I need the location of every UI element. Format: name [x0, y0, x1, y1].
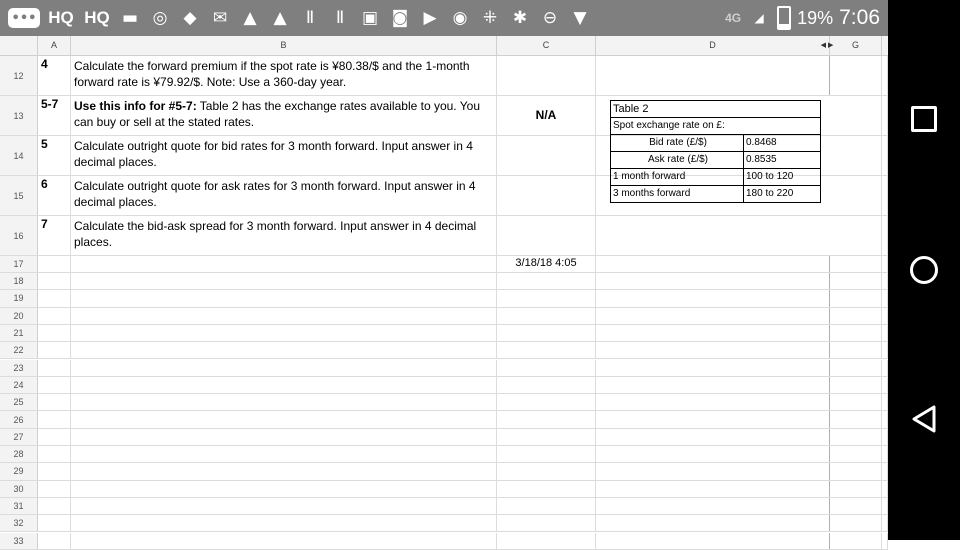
row-number[interactable]: 21 [0, 325, 38, 341]
back-triangle-icon [911, 404, 937, 434]
cell[interactable] [596, 377, 830, 393]
cell[interactable] [882, 446, 888, 462]
cell-g17[interactable] [830, 256, 882, 272]
table-row [0, 360, 888, 377]
cell[interactable] [882, 308, 888, 324]
cell[interactable] [497, 463, 596, 479]
cell[interactable] [882, 325, 888, 341]
cell[interactable] [830, 273, 882, 289]
cell[interactable] [497, 325, 596, 341]
cell[interactable] [882, 533, 888, 549]
cell[interactable] [38, 429, 71, 445]
square-icon [911, 106, 937, 132]
row-number[interactable]: 26 [0, 411, 38, 427]
game-icon: ◆ [183, 8, 197, 28]
table-row [0, 533, 888, 550]
question-text: Calculate outright quote for ask rates for 3 month forward. Input answer in 4 decimal places. [74, 179, 476, 209]
table-row [0, 394, 888, 411]
row-number[interactable]: 14 [0, 136, 38, 175]
row-number[interactable]: 22 [0, 342, 38, 358]
cell[interactable] [38, 533, 71, 549]
cell[interactable] [596, 498, 830, 514]
question-number: 4 [41, 57, 48, 71]
cell[interactable] [71, 360, 497, 376]
cell[interactable] [882, 394, 888, 410]
recent-apps-button[interactable] [888, 99, 960, 139]
cell[interactable] [71, 498, 497, 514]
cell-g14[interactable] [830, 136, 882, 175]
vpn-icon: ◉ [452, 8, 468, 28]
battery-icon [777, 6, 791, 30]
tower-icon-2: Ⅱ [335, 8, 345, 28]
question-number: 6 [41, 177, 48, 191]
cell[interactable] [71, 377, 497, 393]
row-number[interactable]: 19 [0, 290, 38, 306]
cell[interactable] [830, 446, 882, 462]
cell[interactable] [882, 481, 888, 497]
cell-a15[interactable] [38, 176, 71, 215]
column-header-b[interactable]: B [71, 36, 497, 55]
cell[interactable] [596, 533, 830, 549]
row-number[interactable]: 18 [0, 273, 38, 289]
cell-a17[interactable] [38, 256, 71, 272]
table-row [0, 308, 888, 325]
row-number[interactable]: 17 [0, 256, 38, 272]
one-month-label: 1 month forward [611, 169, 744, 185]
cell[interactable] [71, 273, 497, 289]
cell[interactable] [596, 446, 830, 462]
play-icon: ▶ [423, 8, 437, 28]
corner-cell[interactable] [0, 36, 38, 55]
cell-a14[interactable] [38, 136, 71, 175]
cell-b17[interactable] [71, 256, 497, 272]
question-number: 5-7 [41, 97, 59, 111]
cell[interactable] [596, 515, 830, 531]
hq-app-icon: HQ [48, 8, 74, 27]
bold-instruction: Use this info for #5-7: [74, 99, 197, 113]
cell[interactable] [596, 481, 830, 497]
table-title: Table 2 [613, 103, 649, 115]
row-number[interactable]: 15 [0, 176, 38, 215]
cell[interactable] [497, 533, 596, 549]
table-row [0, 446, 888, 463]
cell[interactable] [596, 308, 830, 324]
row-number[interactable]: 30 [0, 481, 38, 497]
table-row [0, 273, 888, 290]
cell[interactable] [38, 360, 71, 376]
cell[interactable] [71, 411, 497, 427]
bid-rate-label: Bid rate (£/$) [611, 135, 744, 151]
status-bar [0, 0, 888, 36]
dots-grid-icon: ⁜ [482, 8, 498, 28]
row-number[interactable]: 13 [0, 96, 38, 135]
question-number: 7 [41, 217, 48, 231]
cell[interactable] [71, 342, 497, 358]
cell[interactable] [596, 463, 830, 479]
cell-a16[interactable] [38, 216, 71, 255]
row-number[interactable]: 29 [0, 463, 38, 479]
cell[interactable] [71, 533, 497, 549]
cell[interactable] [882, 515, 888, 531]
messages-icon: ••• [8, 8, 40, 28]
cell[interactable] [830, 411, 882, 427]
cell[interactable] [830, 394, 882, 410]
cell[interactable] [882, 463, 888, 479]
table-row [0, 56, 888, 96]
question-number: 5 [41, 137, 48, 151]
instruction-text: Table 2 has the exchange rates available to you. You can buy or sell at the stated rates. [74, 99, 481, 129]
table-row [0, 290, 888, 307]
hidden-columns-arrows[interactable]: ◀ ▶ [820, 42, 834, 49]
cell[interactable] [882, 360, 888, 376]
bell-icon-2: ▲ [273, 8, 287, 28]
cell[interactable] [596, 342, 830, 358]
cell[interactable] [830, 308, 882, 324]
cell[interactable] [497, 290, 596, 306]
cell[interactable] [830, 325, 882, 341]
table-row [0, 377, 888, 394]
home-button[interactable] [888, 250, 960, 290]
cell[interactable] [38, 463, 71, 479]
cell-c15[interactable] [497, 176, 596, 215]
cell[interactable] [38, 481, 71, 497]
cell[interactable] [882, 411, 888, 427]
table-row [0, 216, 888, 256]
cell[interactable] [830, 360, 882, 376]
cell[interactable] [497, 273, 596, 289]
ask-rate-label: Ask rate (£/$) [611, 152, 744, 168]
cell[interactable] [38, 325, 71, 341]
table-row [0, 463, 888, 480]
navigation-bar [888, 0, 960, 540]
circle-icon [910, 256, 938, 284]
cell-a12[interactable] [38, 56, 71, 95]
table-row [0, 481, 888, 498]
bid-rate-value: 0.8468 [746, 137, 777, 148]
cell-h14[interactable] [882, 136, 888, 175]
cell[interactable] [882, 273, 888, 289]
cell[interactable] [71, 290, 497, 306]
cell[interactable] [497, 498, 596, 514]
cell[interactable] [830, 533, 882, 549]
cell[interactable] [71, 429, 497, 445]
cell-c17[interactable] [497, 256, 596, 272]
cell[interactable] [882, 377, 888, 393]
cell-c16[interactable] [497, 216, 596, 255]
cell[interactable] [830, 290, 882, 306]
cell-d12[interactable] [596, 56, 830, 95]
cell[interactable] [71, 308, 497, 324]
chat-icon: ▬ [121, 8, 139, 28]
cell-a13[interactable] [38, 96, 71, 135]
cell-d16[interactable] [596, 216, 830, 255]
ask-rate-value: 0.8535 [746, 154, 777, 165]
cell[interactable] [497, 411, 596, 427]
table-row [0, 411, 888, 428]
cell-d17[interactable] [596, 256, 830, 272]
media-icon: ◎ [152, 8, 168, 28]
cell[interactable] [882, 290, 888, 306]
cell[interactable] [38, 394, 71, 410]
row-number[interactable]: 24 [0, 377, 38, 393]
column-header-row [0, 36, 888, 56]
question-text [71, 96, 496, 132]
cell[interactable] [596, 360, 830, 376]
clock: 7:06 [839, 6, 880, 29]
cell[interactable] [38, 342, 71, 358]
cell[interactable] [71, 463, 497, 479]
question-text: Calculate the forward premium if the spot rate is ¥80.38/$ and the 1-month forward rate is ¥79.92/$. Note: Use a 360-day year. [74, 59, 470, 89]
question-text: Calculate outright quote for bid rates for 3 month forward. Input answer in 4 decimal places. [74, 139, 473, 169]
cell-h15[interactable] [882, 176, 888, 215]
cell[interactable] [71, 325, 497, 341]
table-row [0, 342, 888, 359]
do-not-disturb-icon: ⊖ [542, 8, 558, 28]
cell[interactable] [830, 342, 882, 358]
row-number[interactable]: 20 [0, 308, 38, 324]
signal-icon: ◢ [754, 11, 764, 25]
cell-c12[interactable] [497, 56, 596, 95]
bluetooth-icon: ✱ [512, 8, 528, 28]
cell-c13[interactable] [497, 96, 596, 135]
spreadsheet[interactable] [0, 36, 888, 546]
cell[interactable] [497, 515, 596, 531]
cell[interactable] [882, 498, 888, 514]
cell[interactable] [497, 377, 596, 393]
cell[interactable] [830, 463, 882, 479]
row-number[interactable]: 12 [0, 56, 38, 95]
cell[interactable] [882, 342, 888, 358]
row-number[interactable]: 28 [0, 446, 38, 462]
row-number[interactable]: 32 [0, 515, 38, 531]
cell[interactable] [71, 481, 497, 497]
wifi-icon: ▼ [573, 8, 587, 28]
row-number[interactable]: 31 [0, 498, 38, 514]
cell[interactable] [497, 394, 596, 410]
cell[interactable] [71, 515, 497, 531]
cell-g16[interactable] [830, 216, 882, 255]
cell[interactable] [596, 325, 830, 341]
cell[interactable] [38, 411, 71, 427]
cell[interactable] [497, 446, 596, 462]
cell[interactable] [71, 446, 497, 462]
cell[interactable] [38, 446, 71, 462]
cell[interactable] [596, 290, 830, 306]
back-button[interactable] [888, 399, 960, 439]
cell-b13[interactable] [71, 96, 497, 135]
cell[interactable] [596, 273, 830, 289]
table-row [0, 325, 888, 342]
tower-icon: Ⅱ [305, 8, 315, 28]
notification-icons [8, 0, 592, 36]
cell[interactable] [596, 429, 830, 445]
cell-c14[interactable] [497, 136, 596, 175]
bell-icon: ▲ [243, 8, 257, 28]
row-number[interactable]: 16 [0, 216, 38, 255]
three-month-label: 3 months forward [611, 186, 744, 202]
cell-g12[interactable] [830, 56, 882, 95]
cell-h16[interactable] [882, 216, 888, 255]
cell[interactable] [882, 429, 888, 445]
row-number[interactable]: 33 [0, 533, 38, 549]
cell-b14[interactable] [71, 136, 497, 175]
network-type: 4G [725, 11, 742, 25]
gmail-icon: ✉ [212, 8, 228, 28]
cell[interactable] [830, 377, 882, 393]
instagram-icon: ◙ [391, 8, 409, 28]
cell[interactable] [38, 498, 71, 514]
table-row [0, 256, 888, 273]
cell-h17[interactable] [882, 256, 888, 272]
cell[interactable] [596, 394, 830, 410]
cell[interactable] [497, 481, 596, 497]
cell[interactable] [38, 515, 71, 531]
table-subtitle: Spot exchange rate on £: [613, 120, 725, 131]
answer-value: N/A [535, 108, 557, 122]
cell-g13[interactable] [830, 96, 882, 135]
table-row [0, 515, 888, 532]
row-number[interactable]: 23 [0, 360, 38, 376]
cell[interactable] [830, 498, 882, 514]
cell[interactable] [38, 308, 71, 324]
image-icon: ▣ [361, 8, 379, 28]
status-right [725, 0, 880, 36]
question-text: Calculate the bid-ask spread for 3 month forward. Input answer in 4 decimal places. [74, 219, 477, 249]
cell[interactable] [596, 411, 830, 427]
cell[interactable] [830, 481, 882, 497]
column-header-a[interactable]: A [38, 36, 71, 55]
cell-g15[interactable] [830, 176, 882, 215]
cell-b12[interactable] [71, 56, 497, 95]
table-row [0, 498, 888, 515]
one-month-value: 100 to 120 [746, 171, 794, 182]
cell[interactable] [497, 342, 596, 358]
column-header-c[interactable]: C [497, 36, 596, 55]
hq-app-icon-2: HQ [84, 8, 110, 27]
cell[interactable] [830, 515, 882, 531]
cell-b15[interactable] [71, 176, 497, 215]
cell-h13[interactable] [882, 96, 888, 135]
row-number[interactable]: 27 [0, 429, 38, 445]
cell-h12[interactable] [882, 56, 888, 95]
cell[interactable] [38, 290, 71, 306]
cell[interactable] [830, 429, 882, 445]
row-number[interactable]: 25 [0, 394, 38, 410]
cell[interactable] [497, 429, 596, 445]
three-month-value: 180 to 220 [746, 188, 794, 199]
column-header-d[interactable]: D [596, 36, 830, 55]
cell[interactable] [38, 377, 71, 393]
cell[interactable] [71, 394, 497, 410]
cell[interactable] [38, 273, 71, 289]
table-row [0, 429, 888, 446]
cell-b16[interactable] [71, 216, 497, 255]
exchange-rate-table [610, 100, 821, 203]
battery-percent: 19% [797, 7, 834, 28]
cell[interactable] [497, 360, 596, 376]
timestamp-value: 3/18/18 4:05 [515, 257, 577, 269]
column-header-g[interactable]: G [830, 36, 882, 55]
cell[interactable] [497, 308, 596, 324]
